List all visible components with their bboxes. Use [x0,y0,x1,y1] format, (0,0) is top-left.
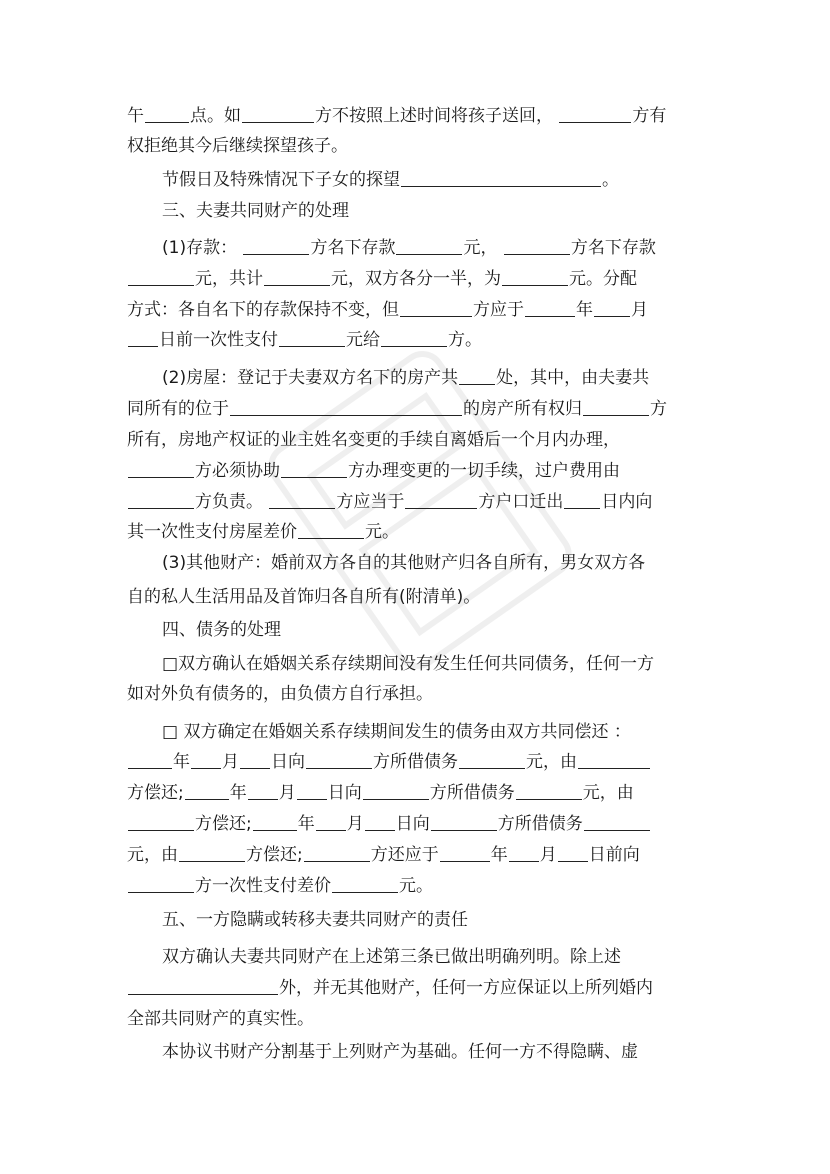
section-heading: 四、债务的处理 [162,620,281,640]
text-line: 本协议书财产分割基于上列财产为基础。任何一方不得隐瞒、虚 [162,1042,638,1062]
text-line: 如对外负有债务的，由负债方自行承担。 [127,684,433,704]
text-line: 元，共计 元，双方各分一半，为 元。分配 [127,267,705,291]
text-line: 方偿还; 年 月 日向 方所借债务 元，由 [127,783,634,803]
text-line: (1)存款： 方名下存款 元， 方名下存款 [162,238,656,258]
text-line: 双方确认夫妻共同财产在上述第三条已做出明确列明。除上述 [162,947,621,967]
text-line: 所有，房地产权证的业主姓名变更的手续自离婚后一个月内办理， [127,430,620,450]
text-line: 方必须协助 方办理变更的一切手续，过户费用由 [127,459,705,483]
text-line: 其一次性支付房屋差价 元。 [127,522,399,542]
text-line: 外，并无其他财产，任何一方应保证以上所列婚内 [127,976,705,1000]
text-line: 自的私人生活用品及首饰归各自所有(附清单)。 [127,587,481,607]
text-line: □ 双方确定在婚姻关系存续期间发生的债务由双方共同偿还 ： [162,722,631,742]
text-line: 年 月 日向 方所借债务 元，由 [127,750,705,774]
text-line: 同所有的位于 的房产所有权归 方 [127,399,667,419]
text-line: (2)房屋：登记于夫妻双方名下的房产共 处，其中，由夫妻共 [162,368,650,388]
text-line: 全部共同财产的真实性。 [127,1009,314,1029]
text-line: 方偿还; 年 月 日向 方所借债务 [127,812,705,836]
text-line: 方一次性支付差价 元。 [127,874,705,898]
text-line: 节假日及特殊情况下子女的探望 。 [162,170,619,190]
text-line: 权拒绝其今后继续探望孩子。 [127,136,348,156]
text-line: 方负责。 方应当于 方户口迁出 日内向 [127,490,705,514]
section-heading: 五、一方隐瞒或转移夫妻共同财产的责任 [162,910,468,930]
text-line: 方式：各自名下的存款保持不变，但 方应于 年 月 [127,300,648,320]
text-line: 元，由 方偿还; 方还应于 年 月 日前向 [127,845,640,865]
text-line: 午 点。如 方不按照上述时间将孩子送回， 方有 [127,106,667,126]
section-heading: 三、夫妻共同财产的处理 [162,201,349,221]
text-line: □双方确认在婚姻关系存续期间没有发生任何共同债务，任何一方 [162,654,655,674]
text-line: (3)其他财产：婚前双方各自的其他财产归各自所有，男女双方各 [162,553,646,573]
text-line: 日前一次性支付 元给 方。 [127,328,705,352]
